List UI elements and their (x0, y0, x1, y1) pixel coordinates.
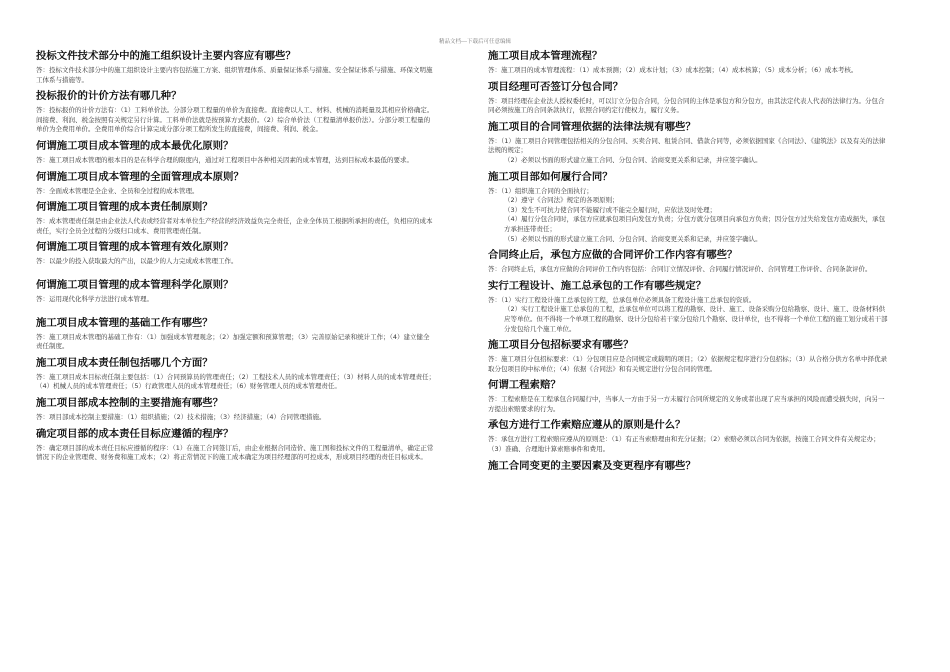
answer-text (36, 373, 436, 392)
qa-item (36, 279, 436, 305)
qa-item (488, 419, 890, 454)
answer-text (488, 265, 890, 275)
answer-text (488, 395, 890, 414)
answer-line: 答：合同终止后，承包方应做的合同评价工作内容包括：合同订立情况评价、合同履行情况评价、合同管理工作评价、合同条款评价。 (488, 265, 872, 274)
answer-text (36, 257, 436, 267)
qa-item (36, 171, 436, 197)
answer-line: （2）遵守《合同法》规定的各项原则； (504, 196, 619, 205)
question-heading: 何谓施工项目成本管理的成本最优化原则？ (36, 139, 234, 152)
answer-text (36, 444, 436, 463)
answer-text (488, 355, 890, 374)
answer-line: 答：承包方进行工程索赔应遵从的原则是：（1）有正当索赔理由和充分证据；（2）索赔必须以合同为依据，按施工合同文件有关规定办；（3）准确、合理地计算索赔事件和费用。 (488, 435, 880, 454)
left-column (36, 50, 436, 468)
qa-item (488, 460, 890, 473)
question-heading: 施工项目分包招标要求有哪些？ (488, 339, 634, 352)
answer-line: （5）必须以书面的形式建立施工合同、分包合同、洽商变更关系和记录，并应签字确认。 (504, 234, 762, 243)
answer-line: 答：施工项目成本管理的根本目的是在科学合理的限度内，通过对工程项目中各种相关因素的成本管理，达到目标成本最低的要求。 (36, 155, 413, 164)
qa-item (488, 171, 890, 245)
answer-text (36, 66, 436, 85)
answer-line: （3）发生不可抗力使合同不能履行或不能完全履行时，应依法及时处理； (504, 205, 717, 214)
answer-text (488, 137, 890, 166)
question-heading: 何谓施工项目管理的成本责任制原则？ (36, 201, 213, 214)
answer-text (488, 296, 890, 334)
answer-text (488, 187, 890, 245)
answer-line: 答：施工项目成本目标责任制主要包括：（1）合同预算员的管理责任；（2）工程技术人员的成本管理责任；（3）材料人员的成本管理责任；（4）机械人员的成本管理责任；（5）行政管理人员的成本管理责任；（6）财务管理人员的成本管理责任。 (36, 372, 436, 391)
question-heading: 施工项目成本责任制包括哪几个方面？ (36, 356, 213, 369)
answer-line: 答：项目经理在企业法人授权委托时，可以订立分包合合同，分包合同的主体是承包方和分包方，由其法定代表人代表的法律行为。分包合同必须按施工的合同条款执行，依照合同约定行使权力，履行义务。 (488, 96, 885, 115)
qa-item (36, 50, 436, 85)
qa-item (36, 241, 436, 267)
answer-line: 答：项目部成本控制主要措施：（1）组织措施；（2）技术措施；（3）经济措施；（4）合同管理措施。 (36, 412, 326, 421)
answer-line: （4）履行分包合同时，承包方应就承包项目向发包方负责；分包方就分包项目向承包方负责；因分包方过失给发包方造成损失，承包方承担连带责任； (504, 215, 886, 233)
answer-line: 答：工程索赔是在工程承包合同履行中，当事人一方由于另一方未履行合同所规定的义务或者出现了应当承担的风险而遭受损失时，向另一方提出索赔要求的行为。 (488, 395, 885, 413)
answer-line: 答：（1）组织施工合同的全面执行； (488, 186, 593, 195)
right-column (488, 50, 890, 478)
question-heading: 施工项目成本管理流程？ (488, 50, 603, 62)
answer-line: 答：运用现代化科学方法进行成本管理。 (36, 294, 153, 303)
answer-text (36, 187, 436, 197)
question-heading: 施工合同变更的主要因素及变更程序有哪些？ (488, 459, 696, 472)
question-heading: 合同终止后，承包方应做的合同评价工作内容有哪些？ (488, 249, 738, 262)
answer-text (36, 217, 436, 236)
answer-line: （2）实行工程设计施工总承包的工程，总承包单位可以将工程的勘察、设计、施工、设备采购分包给勘察、设计、施工、设备材料供应等单位。但不得将一个单项工程的勘察、设计分包给若干家分包给几个勘察、设计单位，也不得将一个单位工程的施工划分成若干部分发包给几个施工单位。 (504, 305, 888, 333)
question-heading: 投标报价的计价方法有哪几种？ (36, 90, 182, 103)
answer-text (36, 106, 436, 135)
question-heading: 确定项目部的成本责任目标应遵循的程序？ (36, 427, 234, 440)
answer-text (488, 97, 890, 116)
question-heading: 何谓施工项目管理的成本管理有效化原则？ (36, 241, 234, 254)
qa-item (36, 317, 436, 352)
answer-line: 答：施工项目分包招标要求：（1）分包项目应是合同规定或载明的项目；（2）依据规定程序进行分包招标；（3）从合格分供方名单中择优录取分包项目的中标单位；（4）依据《合同法》和有关规定进行分包合同的管理。 (488, 355, 888, 373)
question-heading: 施工项目部成本控制的主要措施有哪些？ (36, 396, 224, 409)
answer-line: 答：（1）施工项目合同管理包括相关的分包合同、买卖合同、租赁合同、借款合同等，必须依据国家《合同法》、《建筑法》以及有关的法律法规的规定； (488, 136, 886, 155)
answer-text (36, 413, 436, 423)
qa-item (488, 121, 890, 166)
answer-text (488, 66, 890, 76)
qa-item (36, 90, 436, 135)
qa-item (36, 201, 436, 236)
qa-item (36, 140, 436, 166)
answer-line: （2）必须以书面的形式建立施工合同、分包合同、洽商变更关系和记录，并应签字确认。 (504, 155, 762, 164)
answer-text (36, 333, 436, 352)
question-heading: 何谓施工项目成本管理的全面管理成本原则？ (36, 170, 244, 183)
answer-line: 答：成本管理责任制是由企业法人代表或经营者对本单位生产经营的经济效益负完全责任，企业全体员工根据所承担的责任，负相应的成本责任，实行全员全过程的分级归口成本、费用管理责任制。 (36, 217, 433, 235)
qa-item (36, 428, 436, 463)
answer-line: 答：投标文件技术部分中的施工组织设计主要内容包括施工方案、组织管理体系、质量保证体系与措施、安全保证体系与措施、环保文明施工体系与措施等。 (36, 66, 433, 84)
question-heading: 施工项目成本管理的基础工作有哪些？ (36, 316, 213, 329)
answer-text (36, 156, 436, 166)
qa-item (36, 357, 436, 392)
question-heading: 何谓工程索赔？ (488, 379, 561, 392)
answer-line: 答：（1）实行工程设计施工总承包的工程，总承包单位必须具备工程设计施工总承包的资质。 (488, 295, 756, 304)
qa-item (488, 81, 890, 116)
page-header-note: 精品文档---下载后可任意编辑 (439, 39, 511, 45)
answer-line: 答：施工项目的成本管理流程：（1）成本预测；（2）成本计划；（3）成本控制；（4）成本核算；（5）成本分析；（6）成本考核。 (488, 66, 858, 74)
answer-line: 答：确定项目部的成本责任目标应遵循的程序：（1）在施工合同签订后，由企业根据合同造价、施工图和投标文件的工程量清单，确定正常情况下的企业管理费、财务费和施工成本；（2）将正常情况下的施工成本确定为项目经理部的可控成本，形成项目经理的责任目标成本。 (36, 443, 434, 462)
qa-item (488, 339, 890, 374)
question-heading: 承包方进行工作索赔应遵从的原则是什么？ (488, 419, 686, 432)
question-heading: 何谓施工项目管理的成本管理科学化原则？ (36, 278, 234, 291)
answer-line: 答：以最少的投入获取最大的产出，以最少的人力完成成本管理工作。 (36, 257, 238, 266)
question-heading: 项目经理可否签订分包合同？ (488, 80, 624, 93)
question-heading: 投标文件技术部分中的施工组织设计主要内容应有哪些？ (36, 50, 296, 62)
answer-text (36, 295, 436, 305)
qa-item (36, 397, 436, 423)
qa-item (488, 249, 890, 275)
answer-line: 答：投标报价的计价方法有：（1）工料单价法。分部分项工程量的单价为直接费。直接费以人工、材料、机械的消耗量及其相应价格确定。间接费、利润、税金按照有关规定另行计算。工料单价法就是按预算方式报价。（2）综合单价法（工程量清单报价法）。分部分项工程量的单价为全费用单价。全费用单价综合计算完成分部分项工程所发生的直接费，间接费、利润、税金。 (36, 106, 434, 134)
answer-text (488, 435, 890, 454)
question-heading: 施工项目的合同管理依据的法律法规有哪些？ (488, 120, 696, 133)
answer-line: 答：全面成本管理是全企业、全员和全过程的成本管理。 (36, 186, 199, 195)
qa-item (488, 379, 890, 414)
question-heading: 实行工程设计、施工总承包的工作有哪些规定？ (488, 279, 707, 292)
question-heading: 施工项目部如何履行合同？ (488, 170, 613, 183)
qa-item (488, 50, 890, 76)
qa-item (488, 280, 890, 334)
answer-line: 答：施工项目成本管理的基础工作有：（1）加强成本管理观念；（2）加强定额和预算管理；（3）完善原始记录和统计工作；（4）建立健全责任制度。 (36, 332, 430, 351)
